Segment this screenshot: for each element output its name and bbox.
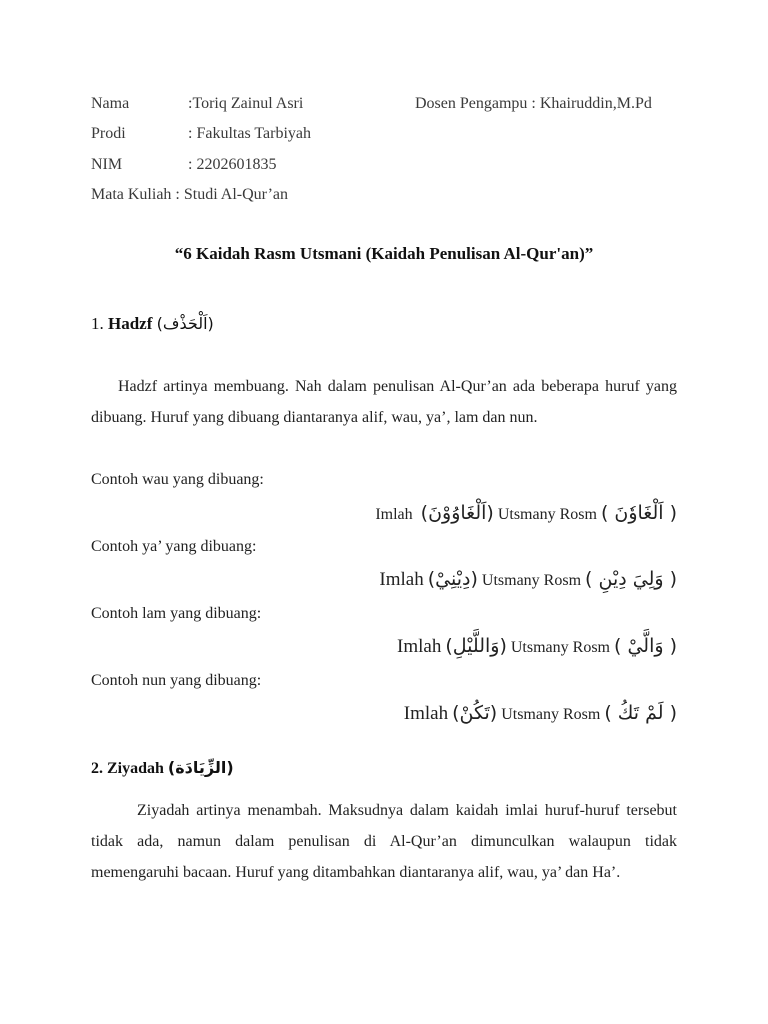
utsmany-arabic: ( اَلْغَاوٗنَ ) — [600, 502, 677, 524]
imlah-label: Imlah — [379, 569, 424, 590]
section-2-heading — [91, 758, 234, 778]
section-1-number: 1. — [91, 314, 104, 333]
example-wau-label: Contoh wau yang dibuang: — [91, 471, 264, 488]
dosen-pengampu: Dosen Pengampu : Khairuddin,M.Pd — [415, 95, 652, 112]
imlah-arabic: (دِيْنِيْ) — [427, 568, 478, 590]
example-wau-line — [375, 502, 677, 524]
example-nun-line — [404, 702, 677, 725]
imlah-label: Imlah — [403, 703, 449, 724]
prodi-label: Prodi — [91, 125, 126, 142]
section-1-paragraph: Hadzf artinya membuang. Nah dalam penulisan Al-Qur’an ada beberapa huruf yang dibuang. Huruf yang dibuang diantaranya alif, wau, ya’, lam dan nun. — [91, 378, 677, 426]
prodi-value: : Fakultas Tarbiyah — [188, 125, 312, 142]
nama-label: Nama — [91, 95, 130, 112]
section-1-arabic: (اَلْحَذْف) — [156, 314, 214, 333]
section-2-paragraph: Ziyadah artinya menambah. Maksudnya dalam kaidah imlai huruf-huruf tersebut tidak ada, namun dalam penulisan di Al-Qur’an dimunculkan walaupun tidak memengaruhi bacaan. Huruf yang ditambahkan diantaranya alif, wau, ya’ dan Ha’. — [91, 802, 677, 881]
nama-value: :Toriq Zainul Asri — [188, 95, 304, 112]
nim-label: NIM — [91, 156, 123, 173]
imlah-label: Imlah — [397, 636, 442, 657]
document-title: “6 Kaidah Rasm Utsmani (Kaidah Penulisan Al-Qur'an)” — [174, 244, 594, 263]
section-2-title: 2. Ziyadah — [91, 760, 164, 777]
imlah-arabic: (اَلْغَاوُوْنَ) — [420, 502, 494, 524]
utsmany-label: Utsmany Rosm — [510, 639, 610, 656]
mata-kuliah: Mata Kuliah : Studi Al-Qur’an — [91, 186, 289, 203]
example-lam-label: Contoh lam yang dibuang: — [91, 605, 262, 622]
example-ya-line — [379, 568, 677, 591]
utsmany-arabic: ( وَالَّيْ ) — [614, 635, 677, 657]
nim-value: : 2202601835 — [188, 156, 277, 173]
utsmany-arabic: ( لَمْ تَكُ ) — [604, 702, 677, 724]
section-1-name: Hadzf — [108, 314, 153, 333]
example-nun-label: Contoh nun yang dibuang: — [91, 672, 262, 689]
utsmany-label: Utsmany Rosm — [497, 506, 597, 523]
example-ya-label: Contoh ya’ yang dibuang: — [91, 538, 257, 555]
section-2-arabic: (الزِّيَادَة) — [167, 758, 234, 777]
utsmany-arabic: ( وَلِيَ دِيْنِ ) — [585, 568, 677, 590]
imlah-arabic: (وَاللَّيْلِ) — [445, 635, 507, 657]
imlah-arabic: (تَكُنْ) — [452, 702, 498, 724]
imlah-label: Imlah — [375, 506, 413, 523]
section-1-heading — [91, 314, 214, 334]
utsmany-label: Utsmany Rosm — [501, 706, 601, 723]
example-lam-line — [397, 635, 677, 658]
utsmany-label: Utsmany Rosm — [481, 572, 582, 589]
